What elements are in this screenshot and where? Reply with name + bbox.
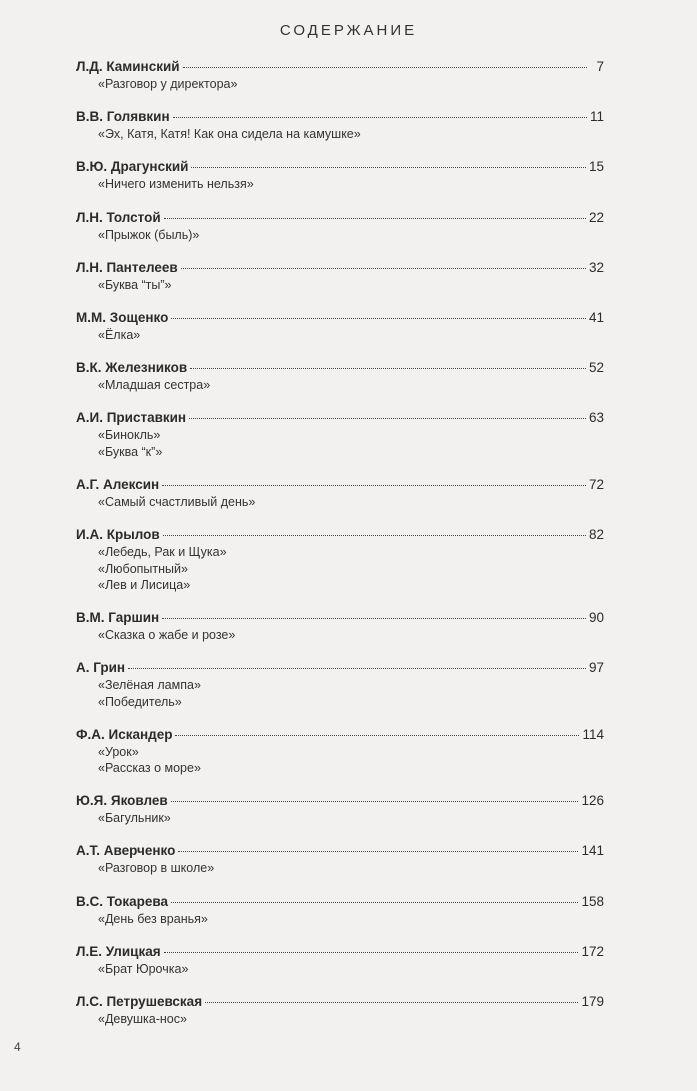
author-name: В.С. Токарева xyxy=(76,893,169,909)
toc-entry-line xyxy=(76,209,604,227)
dot-leader xyxy=(128,667,586,669)
page-ref: 11 xyxy=(589,109,604,125)
toc-entry xyxy=(76,526,604,609)
dot-leader xyxy=(178,850,578,852)
toc-entry xyxy=(76,943,604,993)
work-title: «День без вранья» xyxy=(98,911,208,926)
toc-entry-line xyxy=(76,309,604,327)
page-ref: 15 xyxy=(588,159,604,175)
work-title: «Сказка о жабе и розе» xyxy=(98,628,236,642)
toc-entry-line xyxy=(76,943,604,961)
author-name: В.М. Гаршин xyxy=(76,610,160,625)
work-title: «Зелёная лампа» xyxy=(98,678,201,693)
dot-leader xyxy=(189,417,586,419)
dot-leader xyxy=(164,217,586,219)
toc-entry xyxy=(76,108,604,158)
dot-leader xyxy=(173,116,587,118)
toc-entry-line xyxy=(76,259,604,277)
work-title: «Брат Юрочка» xyxy=(98,961,189,976)
toc-entry xyxy=(76,359,604,409)
toc-entry-line xyxy=(76,842,604,860)
dot-leader xyxy=(162,617,586,619)
page-ref: 63 xyxy=(588,410,604,426)
toc-entry xyxy=(76,842,604,892)
page-title: СОДЕРЖАНИЕ xyxy=(279,22,418,39)
author-name: Л.Н. Пантелеев xyxy=(76,259,178,275)
toc-entry-line xyxy=(76,158,604,176)
page-number: 4 xyxy=(14,1040,21,1054)
author-name: И.А. Крылов xyxy=(76,527,160,542)
toc-entry xyxy=(76,609,604,659)
work-title: «Прыжок (быль)» xyxy=(98,227,200,242)
toc-entry xyxy=(76,158,604,208)
author-name: Л.Н. Толстой xyxy=(76,209,161,225)
table-of-contents xyxy=(76,58,604,1043)
toc-entry xyxy=(76,259,604,309)
page-ref: 126 xyxy=(581,793,604,809)
toc-entry xyxy=(76,476,604,526)
work-title: «Рассказ о море» xyxy=(98,761,201,776)
work-title: «Ёлка» xyxy=(98,327,141,342)
dot-leader xyxy=(171,317,586,319)
page-ref: 158 xyxy=(581,893,604,909)
page-ref: 72 xyxy=(588,476,604,492)
toc-entry-line xyxy=(76,893,604,911)
work-title: «Самый счастливый день» xyxy=(98,494,256,509)
author-name: В.Ю. Драгунский xyxy=(76,159,189,175)
toc-entry xyxy=(76,209,604,259)
author-name: А.И. Приставкин xyxy=(76,410,187,426)
dot-leader xyxy=(163,534,586,536)
page-ref: 22 xyxy=(588,209,604,225)
work-title: «Лебедь, Рак и Щука» xyxy=(98,545,227,559)
page-ref: 82 xyxy=(588,527,604,542)
toc-entry-line xyxy=(76,609,604,627)
toc-entry xyxy=(76,893,604,943)
toc-entry-line xyxy=(76,476,604,494)
page-ref: 179 xyxy=(581,993,604,1009)
author-name: М.М. Зощенко xyxy=(76,309,169,325)
page-ref: 41 xyxy=(588,309,604,325)
author-name: А.Т. Аверченко xyxy=(76,843,176,859)
page-ref: 114 xyxy=(582,726,604,742)
toc-entry xyxy=(76,792,604,842)
work-title: «Младшая сестра» xyxy=(98,378,211,393)
toc-entry-line xyxy=(76,108,604,126)
dot-leader xyxy=(181,267,586,269)
page-ref: 7 xyxy=(596,59,604,74)
page-ref: 97 xyxy=(588,660,604,676)
author-name: Л.С. Петрушевская xyxy=(76,993,203,1009)
work-title: «Любопытный» xyxy=(98,561,188,576)
author-name: Ф.А. Искандер xyxy=(76,726,173,742)
work-title: «Разговор у директора» xyxy=(98,77,238,91)
work-title: «Ничего изменить нельзя» xyxy=(98,177,254,192)
work-title: «Эх, Катя, Катя! Как она сидела на камушке» xyxy=(98,127,361,142)
toc-entry xyxy=(76,58,604,108)
work-title: «Буква “ты”» xyxy=(98,277,172,292)
dot-leader xyxy=(171,800,579,802)
toc-entry xyxy=(76,993,604,1043)
toc-entry xyxy=(76,309,604,359)
work-title: «Урок» xyxy=(98,744,139,759)
author-name: Ю.Я. Яковлев xyxy=(76,793,168,809)
toc-entry xyxy=(76,409,604,476)
work-title: «Бинокль» xyxy=(98,428,161,443)
toc-entry-line xyxy=(76,526,604,544)
work-title: «Лев и Лисица» xyxy=(98,578,191,592)
page-ref: 172 xyxy=(581,943,604,959)
dot-leader xyxy=(205,1001,578,1003)
dot-leader xyxy=(183,66,587,68)
work-title: «Буква “к”» xyxy=(98,444,163,459)
toc-entry-line xyxy=(76,659,604,677)
page-ref: 141 xyxy=(581,843,604,859)
page-ref: 52 xyxy=(588,360,604,376)
page-ref: 32 xyxy=(588,259,604,275)
author-name: А.Г. Алексин xyxy=(76,476,160,492)
toc-entry-line xyxy=(76,993,604,1011)
work-title: «Разговор в школе» xyxy=(98,861,215,876)
toc-entry-line xyxy=(76,726,604,744)
dot-leader xyxy=(175,734,579,736)
toc-entry-line xyxy=(76,792,604,810)
author-name: В.К. Железников xyxy=(76,360,188,376)
author-name: В.В. Голявкин xyxy=(76,109,170,125)
dot-leader xyxy=(191,166,586,168)
work-title: «Девушка-нос» xyxy=(98,1011,187,1026)
work-title: «Багульник» xyxy=(98,811,171,826)
author-name: Л.Е. Улицкая xyxy=(76,943,161,959)
work-title: «Победитель» xyxy=(98,694,182,709)
toc-entry xyxy=(76,726,604,793)
author-name: Л.Д. Каминский xyxy=(76,59,180,74)
dot-leader xyxy=(171,901,578,903)
toc-entry-line xyxy=(76,58,604,76)
dot-leader xyxy=(190,367,586,369)
dot-leader xyxy=(164,951,579,953)
toc-entry-line xyxy=(76,409,604,427)
page-ref: 90 xyxy=(588,610,604,625)
dot-leader xyxy=(162,484,586,486)
toc-entry xyxy=(76,659,604,726)
toc-entry-line xyxy=(76,359,604,377)
author-name: А. Грин xyxy=(76,660,126,676)
